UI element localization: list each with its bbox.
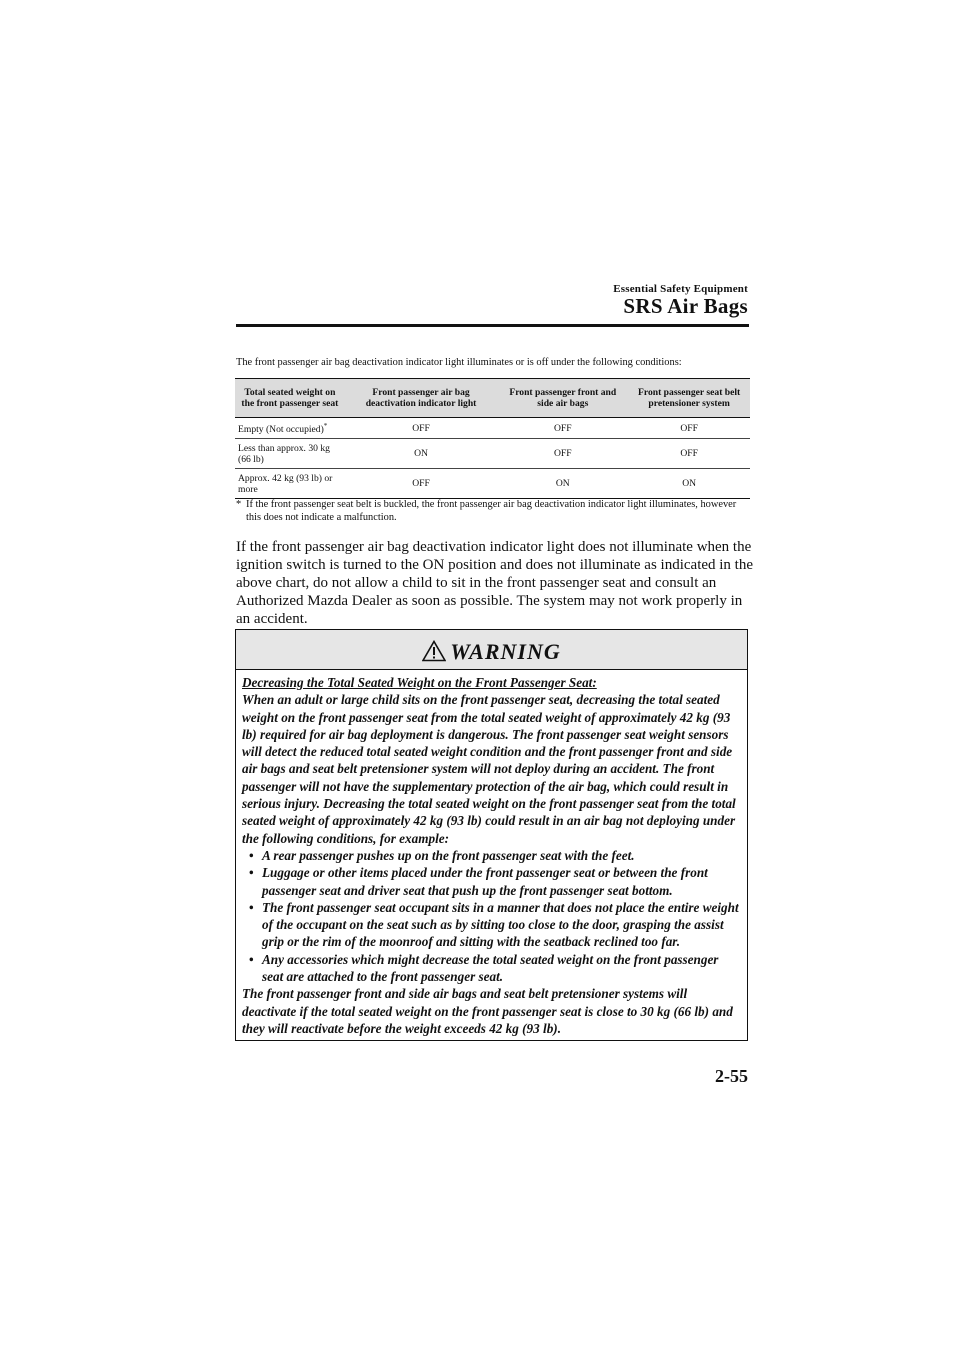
warning-body — [242, 674, 742, 1037]
conditions-table — [235, 378, 750, 499]
list-item — [242, 847, 742, 864]
list-item — [242, 899, 742, 951]
warning-title-wrap — [422, 639, 561, 665]
table-row — [235, 439, 750, 469]
footnote-mark: * — [323, 421, 328, 430]
footnote-text: If the front passenger seat belt is buckled, the front passenger air bag deactivation indicator light illuminates, however this does not indicate a malfunction. — [246, 499, 737, 523]
table-cell-pretensioner: ON — [628, 469, 750, 499]
table-cell-indicator: ON — [345, 439, 498, 469]
page-title: SRS Air Bags — [623, 294, 748, 318]
bullet-text: A rear passenger pushes up on the front passenger seat with the feet. — [262, 847, 635, 863]
bullet-icon: • — [249, 899, 254, 915]
bullet-icon: • — [249, 847, 254, 863]
bullet-text: Any accessories which might decrease the total seated weight on the front passenger seat are attached to the front passenger seat. — [262, 951, 719, 985]
intro-text: The front passenger air bag deactivation indicator light illuminates or is off under the following conditions: — [236, 357, 682, 368]
table-cell-weight: Less than approx. 30 kg (66 lb) — [235, 439, 345, 469]
table-row — [235, 469, 750, 499]
warning-header — [236, 630, 747, 670]
table-cell-airbags: OFF — [497, 418, 628, 439]
table-header-weight: Total seated weight on the front passenger seat — [235, 379, 345, 418]
bullet-icon: • — [249, 865, 254, 881]
bullet-icon: • — [249, 951, 254, 967]
bullet-text: The front passenger seat occupant sits in a manner that does not place the entire weight of the occupant on the seat such as by sitting too close to the door, grasping the assist grip or the rim of the moonroof and sitting with the seatback reclined too far. — [262, 899, 739, 950]
table-header-row — [235, 379, 750, 418]
header-rule — [236, 324, 749, 327]
table-header-indicator: Front passenger air bag deactivation indicator light — [345, 379, 498, 418]
table-header-airbags: Front passenger front and side air bags — [497, 379, 628, 418]
section-label: Essential Safety Equipment — [613, 283, 748, 295]
footnote-mark: * — [236, 499, 242, 510]
bullet-text: Luggage or other items placed under the front passenger seat or between the front passenger seat and driver seat that push up the front passenger seat bottom. — [262, 865, 708, 898]
list-item — [242, 951, 742, 986]
table-cell-pretensioner: OFF — [628, 439, 750, 469]
warning-triangle-icon — [422, 640, 446, 662]
page-number: 2-55 — [715, 1066, 748, 1086]
warning-heading: Decreasing the Total Seated Weight on the Front Passenger Seat: — [242, 675, 597, 690]
warning-box — [235, 629, 748, 1041]
table-cell-airbags: ON — [497, 469, 628, 499]
warning-title: WARNING — [450, 639, 561, 664]
table-cell-indicator: OFF — [345, 418, 498, 439]
table-cell-indicator: OFF — [345, 469, 498, 499]
table-header-pretensioner: Front passenger seat belt pretensioner system — [628, 379, 750, 418]
weight-label: Empty (Not occupied) — [238, 424, 324, 436]
body-paragraph: If the front passenger air bag deactivation indicator light does not illuminate when the ignition switch is turned to the ON position and does not illuminate as indicated in the above chart, do not allow a child to sit in the front passenger seat and consult an Authorized Mazda Dealer as soon as possible. The system may not work properly in an accident. — [236, 539, 754, 627]
warning-text: When an adult or large child sits on the front passenger seat, decreasing the total seated weight on the front passenger seat from the total seated weight of approximately 42 kg (93 lb) required for air bag deployment is dangerous. The front passenger seat weight sensors will detect the reduced total seated weight condition and the front passenger front and side air bags and seat belt pretensioner system will not deploy during an accident. The front passenger will not have the supplementary protection of the air bag, which could result in serious injury. Decreasing the total seated weight on the front passenger seat from the total seated weight of approximately 42 kg (93 lb) could result in an air bag not deploying under the following conditions, for example: — [242, 692, 736, 846]
table-cell-weight: Approx. 42 kg (93 lb) or more — [235, 469, 345, 499]
table-row — [235, 418, 750, 439]
table-cell-pretensioner: OFF — [628, 418, 750, 439]
table-cell-airbags: OFF — [497, 439, 628, 469]
table-cell-weight — [235, 418, 345, 439]
warning-closing: The front passenger front and side air bags and seat belt pretensioner systems will deactivate if the total seated weight on the front passenger seat is close to 30 kg (66 lb) and they will reactivate before the weight exceeds 42 kg (93 lb). — [242, 986, 733, 1036]
list-item — [242, 864, 742, 899]
warning-bullet-list — [242, 847, 742, 985]
